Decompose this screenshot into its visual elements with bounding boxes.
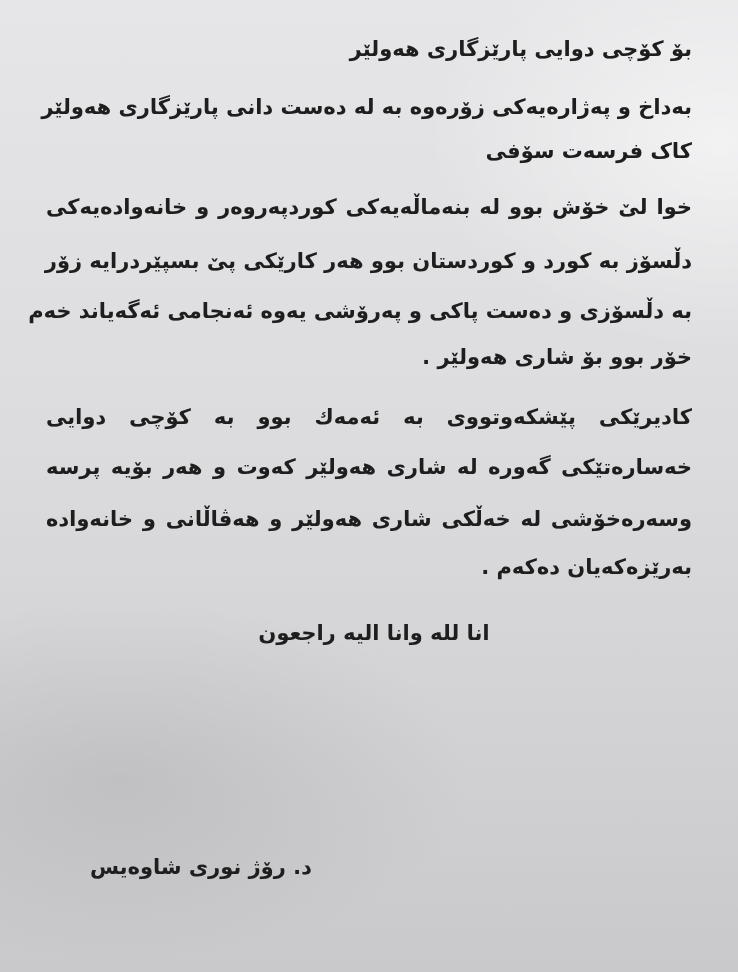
- paragraph1-line: کاک فرسەت سۆفی: [485, 139, 692, 163]
- paragraph1-line: بەداخ و پەژارەیەکی زۆرەوە بە لە دەست دانی پارێزگاری هەولێر: [41, 95, 692, 119]
- paragraph2-line: دڵسۆز بە کورد و کوردستان بوو هەر کارێکی پێ بسپێردرایە زۆر: [44, 249, 692, 273]
- letter-heading: بۆ کۆچی دوایی پارێزگاری هەولێر: [349, 37, 692, 61]
- paragraph3-line: کادیرێکی پێشکەوتووی بە ئەمەك بوو بە کۆچی دوایی: [46, 405, 692, 429]
- paragraph3-line: بەرێزەکەیان دەکەم .: [481, 555, 692, 579]
- paragraph3-line: خەسارەتێکی گەورە لە شاری هەولێر کەوت و هەر بۆیە پرسە: [46, 455, 692, 479]
- signature-name: د. رۆژ نوری شاوەیس: [90, 855, 312, 879]
- paragraph3-line: وسەرەخۆشی لە خەڵکی شاری هەولێر و هەڤاڵانی و خانەوادە: [46, 507, 692, 531]
- paragraph2-line: خوا لێ خۆش بوو لە بنەماڵەیەکی کوردپەروەر و خانەوادەیەکی: [46, 195, 692, 219]
- paragraph2-line: خۆر بوو بۆ شاری هەولێر .: [422, 345, 692, 369]
- closing-phrase: انا لله وانا اليه راجعون: [258, 621, 490, 645]
- paragraph2-line: بە دڵسۆزی و دەست پاکی و پەرۆشی یەوە ئەنجامی ئەگەیاند خەم: [28, 299, 692, 323]
